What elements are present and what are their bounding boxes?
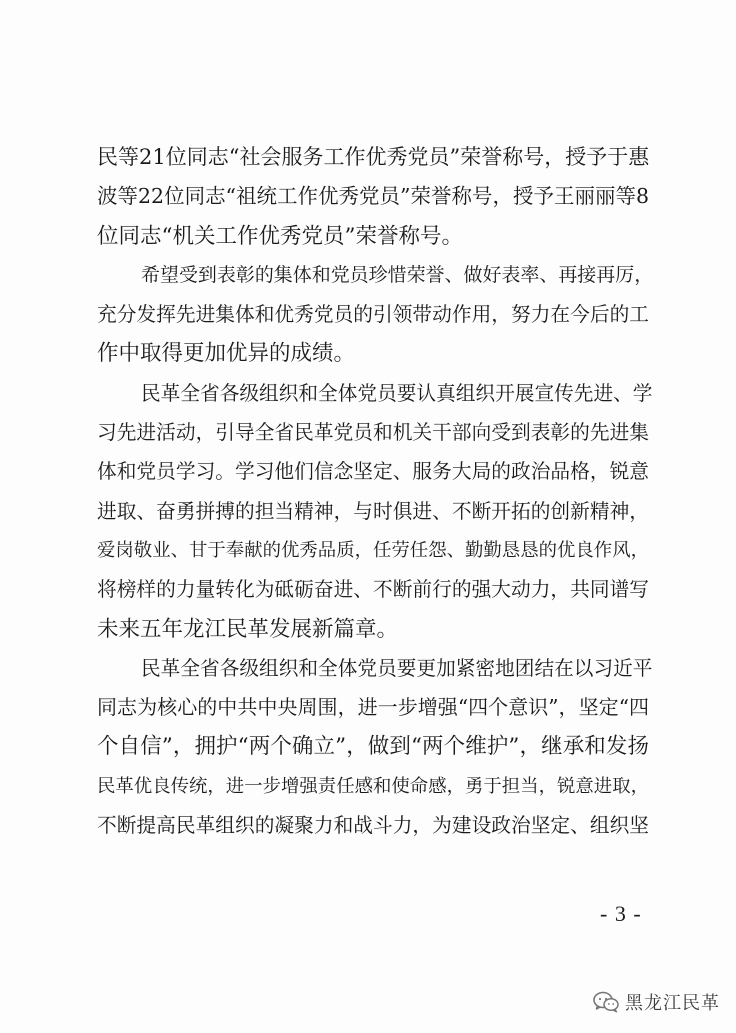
text-line: 爱岗敬业、甘于奉献的优秀品质，任劳任怨、勤勤恳恳的优良作风， xyxy=(97,539,649,561)
text-line: 作中取得更加优异的成绩。 xyxy=(97,341,356,367)
text-line: 希望受到表彰的集体和党员珍惜荣誉、做好表率、再接再厉， xyxy=(141,263,654,286)
text-line: 个自信”，拥护“两个确立”，做到“两个维护”，继承和发扬 xyxy=(97,734,649,760)
watermark-text: 黑龙江民革 xyxy=(625,993,720,1014)
text-line: 波等22位同志“祖统工作优秀党员”荣誉称号，授予王丽丽等8 xyxy=(97,184,649,209)
text-line: 民革优良传统，进一步增强责任感和使命感，勇于担当，锐意进取， xyxy=(97,775,649,797)
document-body xyxy=(97,138,654,845)
page-number: - 3 - xyxy=(600,901,642,926)
text-line: 体和党员学习。学习他们信念坚定、服务大局的政治品格，锐意 xyxy=(97,460,649,484)
wechat-icon xyxy=(593,991,619,1013)
text-line: 习先进活动，引导全省民革党员和机关干部向受到表彰的先进集 xyxy=(97,421,649,445)
text-line: 民革全省各级组织和全体党员要认真组织开展宣传先进、学 xyxy=(141,381,653,405)
text-line: 民等21位同志“社会服务工作优秀党员”荣誉称号，授予于惠 xyxy=(97,145,650,169)
text-line: 进取、奋勇拼搏的担当精神，与时俱进、不断开拓的创新精神， xyxy=(97,499,649,523)
account-watermark xyxy=(593,988,720,1016)
text-line: 充分发挥先进集体和优秀党员的引领带动作用，努力在今后的工 xyxy=(97,303,649,327)
text-line: 不断提高民革组织的凝聚力和战斗力，为建设政治坚定、组织坚 xyxy=(97,814,649,838)
text-line: 位同志“机关工作优秀党员”荣誉称号。 xyxy=(97,223,463,249)
text-line: 同志为核心的中共中央周围，进一步增强“四个意识”，坚定“四 xyxy=(97,695,649,720)
text-line: 民革全省各级组织和全体党员要更加紧密地团结在以习近平 xyxy=(141,656,653,680)
text-line: 将榜样的力量转化为砥砺奋进、不断前行的强大动力，共同谱写 xyxy=(97,578,649,602)
text-line: 未来五年龙江民革发展新篇章。 xyxy=(97,616,399,642)
